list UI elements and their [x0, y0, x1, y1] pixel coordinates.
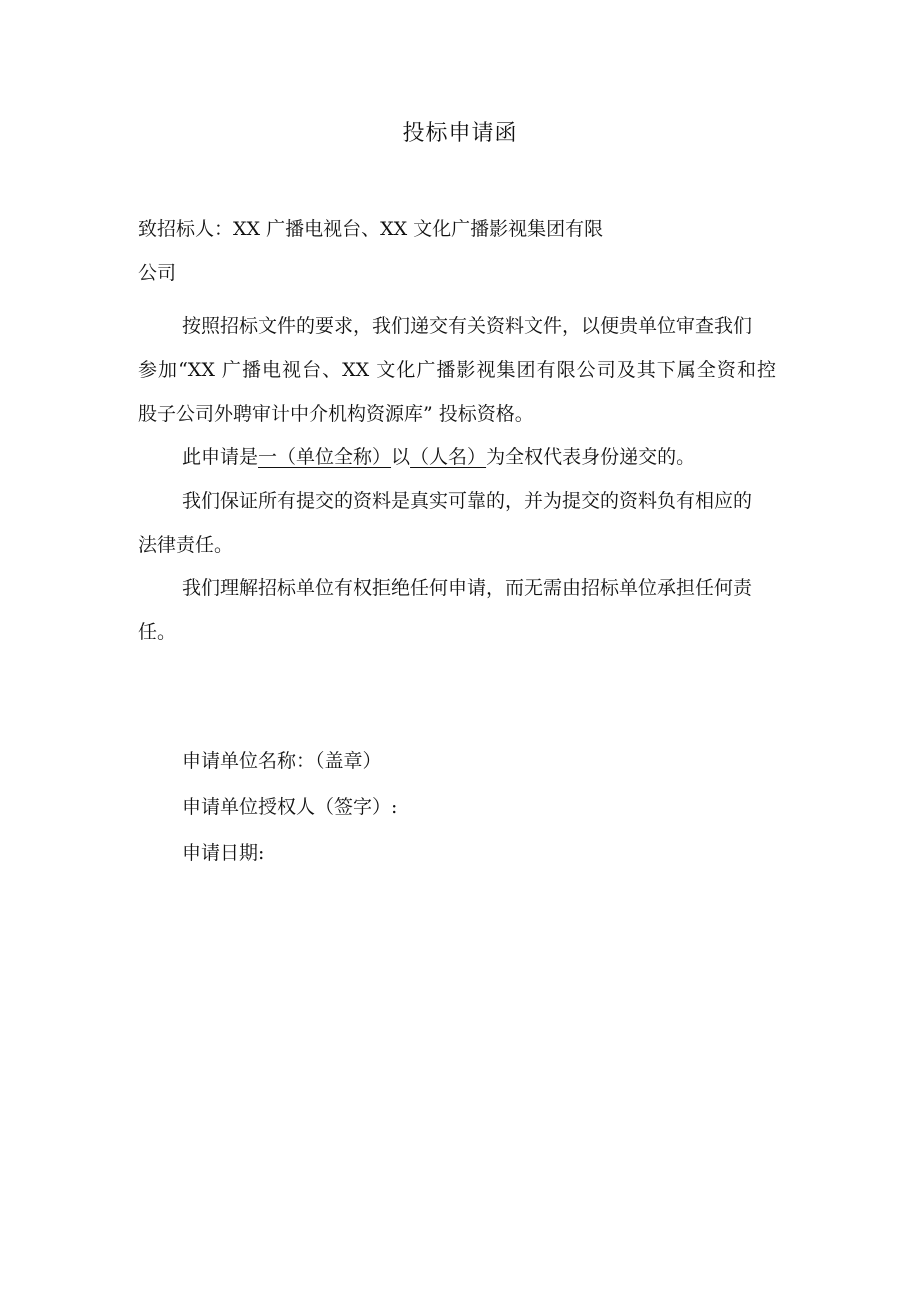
- addressee-line-2: 公司: [138, 262, 177, 284]
- paragraph-1-line-1: 按照招标文件的要求，我们递交有关资料文件，以便贵单位审查我们: [182, 315, 753, 337]
- application-date-label: 申请日期:: [182, 842, 265, 864]
- addressee-line-1: 致招标人：XX 广播电视台、XX 文化广播影视集团有限: [138, 218, 604, 240]
- paragraph-2-middle: 以: [391, 446, 411, 468]
- paragraph-2-suffix: 为全权代表身份递交的。: [486, 446, 696, 468]
- paragraph-3-line-2: 法律责任。: [138, 534, 234, 556]
- paragraph-2-prefix: 此申请是: [182, 446, 259, 468]
- document-title: 投标申请函: [402, 121, 518, 146]
- unit-name-placeholder: 一（单位全称）: [258, 446, 392, 468]
- org-name-seal-label: 申请单位名称：（盖章）: [182, 750, 382, 772]
- person-name-placeholder: （人名）: [410, 446, 487, 468]
- paragraph-1-line-3: 股子公司外聘审计中介机构资源库” 投标资格。: [138, 403, 534, 425]
- paragraph-4-line-1: 我们理解招标单位有权拒绝任何申请，而无需由招标单位承担任何责: [182, 577, 753, 599]
- paragraph-2: [182, 448, 695, 467]
- authorized-signature-label: 申请单位授权人（签字）:: [182, 796, 398, 818]
- paragraph-1-line-2: 参加“XX 广播电视台、XX 文化广播影视集团有限公司及其下属全资和控: [138, 359, 776, 381]
- paragraph-3-line-1: 我们保证所有提交的资料是真实可靠的，并为提交的资料负有相应的: [182, 490, 753, 512]
- paragraph-4-line-2: 任。: [138, 621, 177, 643]
